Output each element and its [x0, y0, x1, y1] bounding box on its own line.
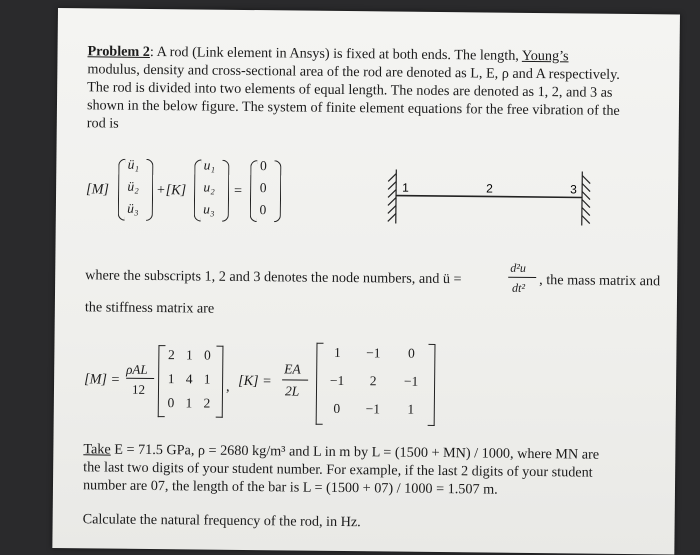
stiffness-cell-1-2: −1 [366, 345, 381, 361]
derivative-numerator: d²u [510, 260, 526, 275]
mass-cell-1-1: 2 [167, 347, 175, 363]
mass-cell-3-3: 2 [203, 395, 211, 411]
problem-line-2: modulus, density and cross-sectional area of the rod are denoted as L, E, ρ and A respectively. [87, 61, 620, 83]
stiffness-cell-2-1: −1 [329, 372, 345, 389]
zero-3: 0 [259, 202, 267, 218]
accel-3: ü₃ [127, 200, 139, 216]
stiffness-cell-1-3: 0 [407, 345, 415, 361]
zero-brace-right [274, 160, 282, 222]
stiffness-cell-2-3: −1 [403, 373, 419, 389]
problem-label: Problem 2 [87, 43, 151, 60]
bottom-line-4: Calculate the natural frequency of the rod, in Hz. [82, 511, 361, 531]
node-label-2: 2 [486, 181, 493, 196]
accel-2: ü₂ [127, 178, 139, 194]
mass-cell-2-3: 1 [203, 371, 211, 387]
mass-cell-1-3: 0 [203, 347, 211, 363]
left-wall-hatch [388, 169, 397, 223]
mass-cell-1-2: 1 [185, 347, 193, 363]
mass-symbol: [M] [86, 181, 110, 198]
problem-sheet [52, 8, 680, 554]
bottom-line-3: number are 07, the length of the bar is L = (1500 + 07) / 1000 = 1.507 m. [82, 477, 498, 498]
mass-cell-2-1: 1 [167, 371, 175, 387]
problem-line-3: The rod is divided into two elements of equal length. The nodes are denoted as 1, 2, and 3 as [87, 79, 613, 101]
zero-1: 0 [259, 158, 267, 174]
stiffness-symbol: +[K] [156, 182, 187, 199]
stiffness-cell-3-2: −1 [365, 401, 381, 417]
problem-line-4: shown in the below figure. The system of finite element equations for the free vibration of the [86, 97, 620, 119]
stiffness-cell-3-1: 0 [333, 400, 341, 416]
zero-2: 0 [259, 180, 267, 196]
disp-brace-right [222, 160, 230, 222]
accel-1: ü₁ [127, 156, 140, 172]
node-label-3: 3 [570, 182, 577, 197]
disp-3: u₃ [203, 201, 215, 217]
stiffness-cell-1-1: 1 [333, 344, 341, 360]
mass-matrix-coef-num: ρAL [126, 361, 148, 377]
stiffness-matrix-bracket-right [428, 344, 436, 426]
disp-1: u₁ [203, 157, 216, 173]
disp-2: u₂ [203, 179, 215, 195]
equals-sign: = [234, 182, 243, 199]
problem-line-1: Problem 2: A rod (Link element in Ansys) is fixed at both ends. The length, Young’s [87, 43, 569, 65]
mass-cell-2-2: 4 [185, 371, 193, 387]
mass-matrix-lhs: [M] = [84, 371, 121, 388]
mass-matrix-coef-den: 12 [131, 381, 146, 397]
matrix-separator-comma: , [225, 378, 230, 395]
rod-line [396, 196, 582, 198]
rod-figure [376, 161, 607, 233]
problem-line-5: rod is [86, 115, 119, 132]
bottom-line-1: Take E = 71.5 GPa, ρ = 2680 kg/m³ and L in m by L = (1500 + MN) / 1000, where MN are [83, 441, 600, 463]
stiffness-cell-2-2: 2 [369, 373, 377, 389]
stiffness-matrix-lhs: [K] = [238, 372, 272, 390]
node-label-1: 1 [402, 180, 409, 195]
where-line-tail: , the mass matrix and [539, 272, 661, 290]
accel-brace-right [146, 159, 154, 221]
stiffness-matrix-coef-den: 2L [284, 383, 300, 399]
stiffness-intro: the stiffness matrix are [84, 299, 215, 317]
mass-matrix-coef-bar [126, 378, 154, 380]
right-wall-hatch [582, 171, 591, 225]
stiffness-matrix-coef-num: EA [284, 361, 301, 377]
derivative-denominator: dt² [512, 280, 526, 295]
mass-matrix-bracket-right [216, 346, 224, 418]
where-line-text: where the subscripts 1, 2 and 3 denotes the node numbers, and ü = [85, 267, 462, 288]
mass-cell-3-1: 0 [167, 395, 175, 411]
mass-cell-3-2: 1 [185, 395, 193, 411]
bottom-line-2: the last two digits of your student number. For example, if the last 2 digits of your student [83, 459, 593, 481]
stiffness-matrix-coef-bar [282, 379, 308, 381]
stiffness-cell-3-3: 1 [407, 401, 415, 417]
